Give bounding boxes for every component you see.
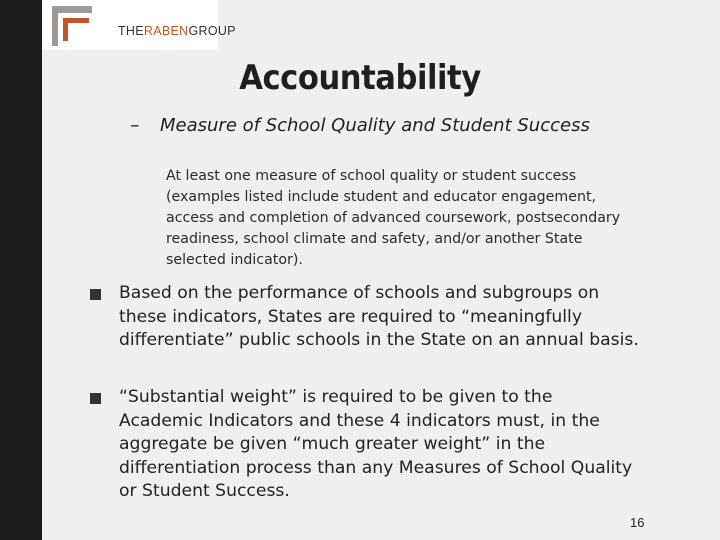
logo-text-raben: RABEN	[143, 24, 189, 38]
company-logo	[42, 0, 236, 50]
square-bullet-icon	[90, 393, 101, 404]
bullet-text: Based on the performance of schools and subgroups on these indicators, States are required to “meaningfully differentiate” public schools in the State on an annual basis.	[119, 283, 639, 350]
logo-wordmark	[118, 24, 236, 38]
logo-text-group: GROUP	[188, 24, 236, 38]
bullet-text: “Substantial weight” is required to be given to the Academic Indicators and these 4 indicators must, in the aggregate be given “much greater weight” in the differentiation process than any Measures of School Quality or Student Success.	[119, 387, 633, 501]
logo-text-the: THE	[118, 24, 144, 38]
slide-title: Accountability	[239, 58, 481, 98]
slide-subheading: Measure of School Quality and Student Success	[160, 115, 590, 136]
raben-logo-mark-icon	[52, 6, 92, 46]
square-bullet-icon	[90, 289, 101, 300]
subheading-detail: At least one measure of school quality or student success (examples listed include student and educator engagement, access and completion of advanced coursework, postsecondary readiness, school climate and safety, and/or another State selected indicator).	[166, 168, 621, 268]
subheading-dash: –	[130, 114, 140, 136]
page-number: 16	[630, 515, 645, 530]
